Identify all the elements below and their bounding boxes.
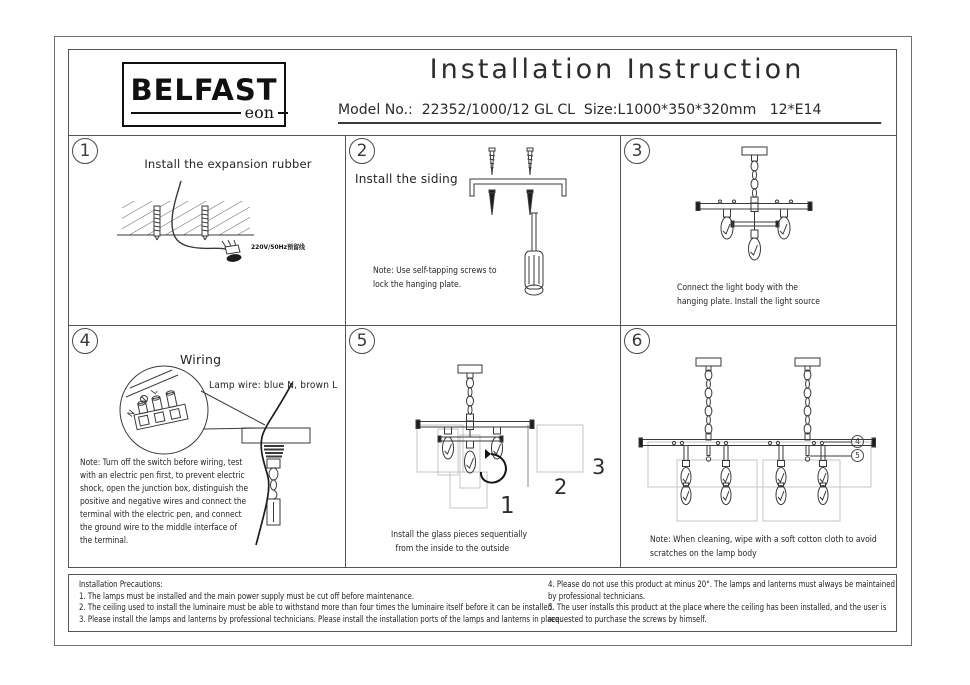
- model-number-line: Model No.: 22352/1000/12 GL CL Size:L1000*350*320mm 12*E14: [338, 102, 881, 124]
- panel-3: [620, 135, 897, 325]
- bulb-icon: [465, 441, 476, 473]
- brand-sub-name: eon: [244, 103, 274, 122]
- sequence-label-3: 3: [592, 455, 606, 479]
- screw-icon: [489, 148, 495, 175]
- hanging-plate-diagram: [345, 135, 620, 325]
- precautions-left: [79, 580, 562, 626]
- page-title: Installation Instruction: [429, 54, 805, 85]
- panel-5: [345, 325, 620, 568]
- panel-5-caption: Install the glass pieces sequentially from the inside to the outside: [391, 530, 528, 554]
- brand-underline: [131, 103, 288, 122]
- panel-3-caption: Connect the light body with the hanging plate. Install the light source: [677, 283, 820, 307]
- precaution-item: 3. Please install the lamps and lanterns by professional technicians. Please install the installation ports of the lamps and lanterns in place.: [79, 614, 562, 625]
- panel-6-note: Note: When cleaning, wipe with a soft cotton cloth to avoid scratches on the lamp body: [650, 535, 877, 559]
- panel-2-note: Note: Use self-tapping screws to lock the hanging plate.: [373, 266, 497, 290]
- canopy-chain: [696, 358, 721, 440]
- precautions-right: [548, 580, 901, 626]
- bulb-icon: [778, 209, 790, 239]
- bulb-icon: [749, 230, 761, 260]
- brand-name: BELFAST: [130, 73, 278, 107]
- panel-4-note: Note: Turn off the switch before wiring, test with an electric pen first, to prevent electric shock, open the junction box, distinguish the positive and negative wires and connect the terminal with the electric pen, and connect the ground wire to the middle interface of the terminal.: [80, 458, 249, 546]
- panel-2-number: 2: [349, 138, 375, 164]
- screw-icon: [489, 190, 495, 215]
- rotate-arrow-icon: [481, 449, 506, 483]
- ceiling-expansion-diagram: [68, 135, 345, 325]
- panel-1: [68, 135, 345, 325]
- panel-4-title: Wiring: [180, 352, 222, 367]
- precaution-item: 2. The ceiling used to install the luminaire must be able to withstand more than four times the luminaire itself before it can be installed.: [79, 603, 555, 613]
- panel-2: [345, 135, 620, 325]
- terminal-block: [131, 389, 188, 430]
- bulb-cluster: [721, 446, 731, 505]
- precaution-item: 5. The user installs this product at the place where the ceiling has been installed, and the user is requested to purchase the screws by himself.: [548, 603, 887, 625]
- magnifier-circle: [120, 366, 208, 454]
- panel-5-number: 5: [349, 328, 375, 354]
- voltage-label: 220V/50Hz预留线: [251, 243, 306, 251]
- screw-icon: [527, 190, 533, 215]
- panel-1-caption: Install the expansion rubber: [144, 157, 312, 171]
- canopy-chain: [795, 358, 820, 440]
- expansion-anchor-icon: [202, 206, 208, 240]
- ceiling-hatch: [122, 201, 250, 235]
- precautions-title: Installation Precautions:: [79, 580, 163, 590]
- screwdriver-icon: [525, 213, 543, 295]
- precaution-item: 4. Please do not use this product at minus 20°. The lamps and lanterns must always be maintained by professional technicians.: [548, 580, 895, 602]
- precautions-box: [68, 574, 897, 632]
- sequence-label-1: 1: [500, 493, 515, 519]
- bulb-cluster: [681, 446, 691, 505]
- terminal-n-label: N: [125, 408, 137, 419]
- screw-icon: [527, 148, 533, 175]
- callout-4: 4: [851, 435, 864, 448]
- panel-4-number: 4: [72, 328, 98, 354]
- panel-1-number: 1: [72, 138, 98, 164]
- hanging-assembly-diagram: [242, 428, 310, 525]
- precaution-item: 1. The lamps must be installed and the main power supply must be cut off before maintenance.: [79, 591, 415, 602]
- bulb-icon: [443, 427, 454, 459]
- sequence-label-2: 2: [554, 475, 568, 499]
- bulb-cluster: [776, 446, 786, 505]
- panel-3-number: 3: [624, 138, 650, 164]
- panel-6: [620, 325, 897, 568]
- terminal-l-label: L: [149, 387, 160, 396]
- panel-4: [68, 325, 345, 568]
- lamp-wire-label: Lamp wire: blue N, brown L: [209, 380, 338, 391]
- panel-2-caption: Install the siding: [355, 172, 458, 186]
- bulb-cluster: [818, 446, 828, 505]
- panel-6-number: 6: [624, 328, 650, 354]
- plug-icon: [222, 240, 242, 263]
- hanging-plate: [470, 179, 566, 196]
- brand-logo: [122, 62, 286, 127]
- callout-5: 5: [851, 449, 864, 462]
- expansion-anchor-icon: [154, 206, 160, 240]
